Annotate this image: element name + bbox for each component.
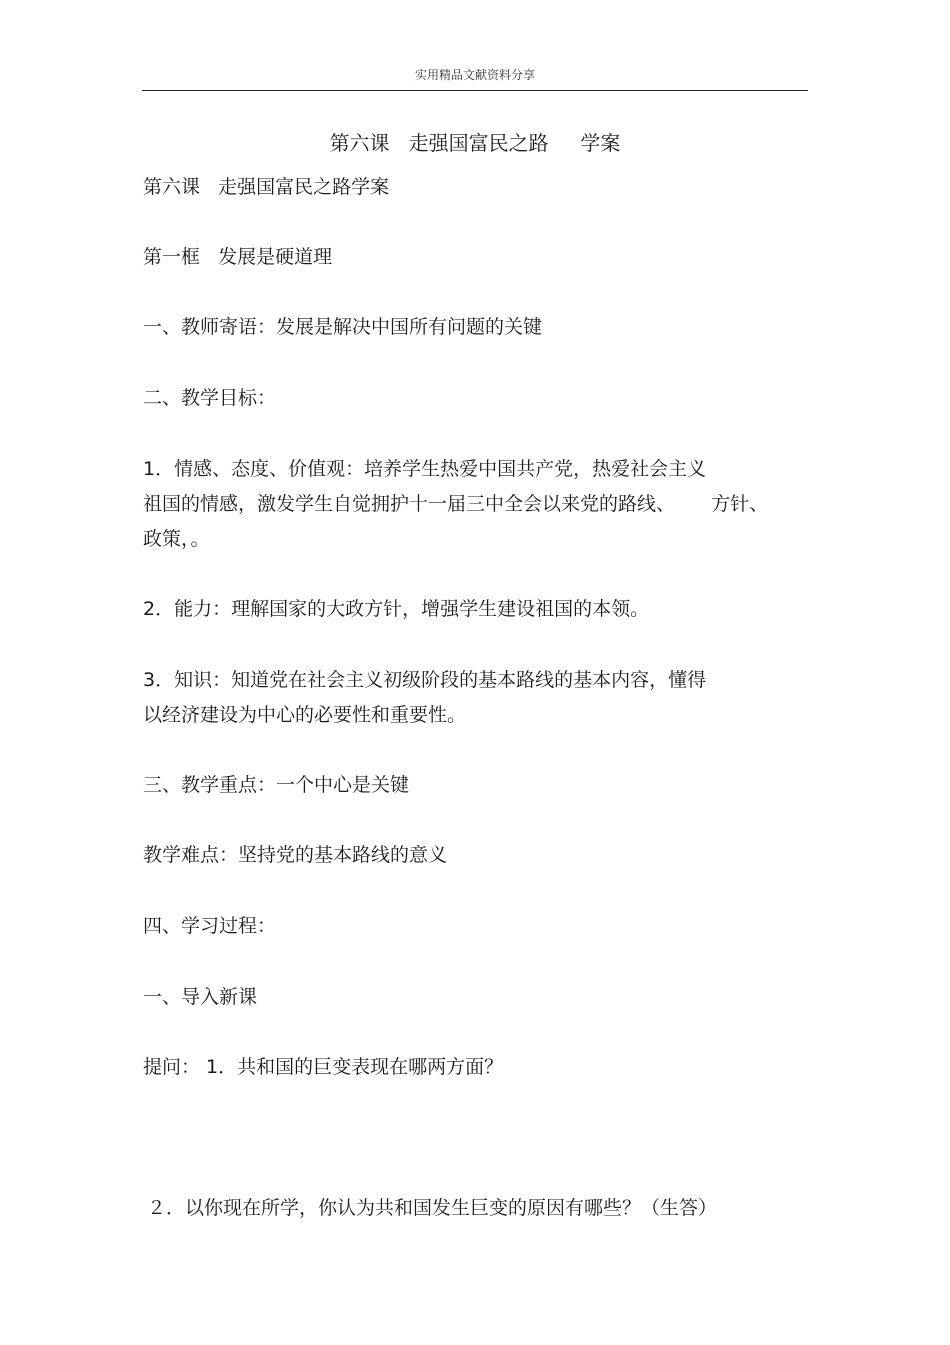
- objective-1-line-2: 祖国的情感，激发学生自觉拥护十一届三中全会以来党的路线、 方针、: [143, 493, 769, 515]
- intro-heading: 一、导入新课: [143, 986, 258, 1008]
- objective-1-line-1: 1．情感、态度、价值观：培养学生热爱中国共产党，热爱社会主义: [143, 458, 707, 480]
- objective-3-line-2: 以经济建设为中心的必要性和重要性。: [143, 704, 467, 726]
- objectives-heading: 二、教学目标：: [143, 387, 277, 409]
- teacher-message: 一、教师寄语：发展是解决中国所有问题的关键: [143, 316, 543, 338]
- document-subtitle: 第六课 走强国富民之路学案: [143, 176, 390, 198]
- header-text: 实用精品文献资料分享: [414, 68, 535, 82]
- objective-3-line-1: 3．知识：知道党在社会主义初级阶段的基本路线的基本内容，懂得: [143, 669, 707, 691]
- key-point: 三、教学重点：一个中心是关键: [143, 774, 410, 796]
- section-heading: 第一框 发展是硬道理: [143, 246, 333, 268]
- objective-1-line-3: 政策，。: [143, 528, 210, 550]
- document-title: 第六课 走强国富民之路 学案: [329, 131, 621, 155]
- process-heading: 四、学习过程：: [143, 915, 277, 937]
- question-1: 提问： 1．共和国的巨变表现在哪两方面？: [143, 1056, 504, 1078]
- difficult-point: 教学难点：坚持党的基本路线的意义: [143, 844, 448, 866]
- objective-2: 2．能力：理解国家的大政方针，增强学生建设祖国的本领。: [143, 598, 650, 620]
- header-divider: [142, 90, 808, 91]
- question-2: ２．以你现在所学，你认为共和国发生巨变的原因有哪些？（生答）: [147, 1197, 718, 1219]
